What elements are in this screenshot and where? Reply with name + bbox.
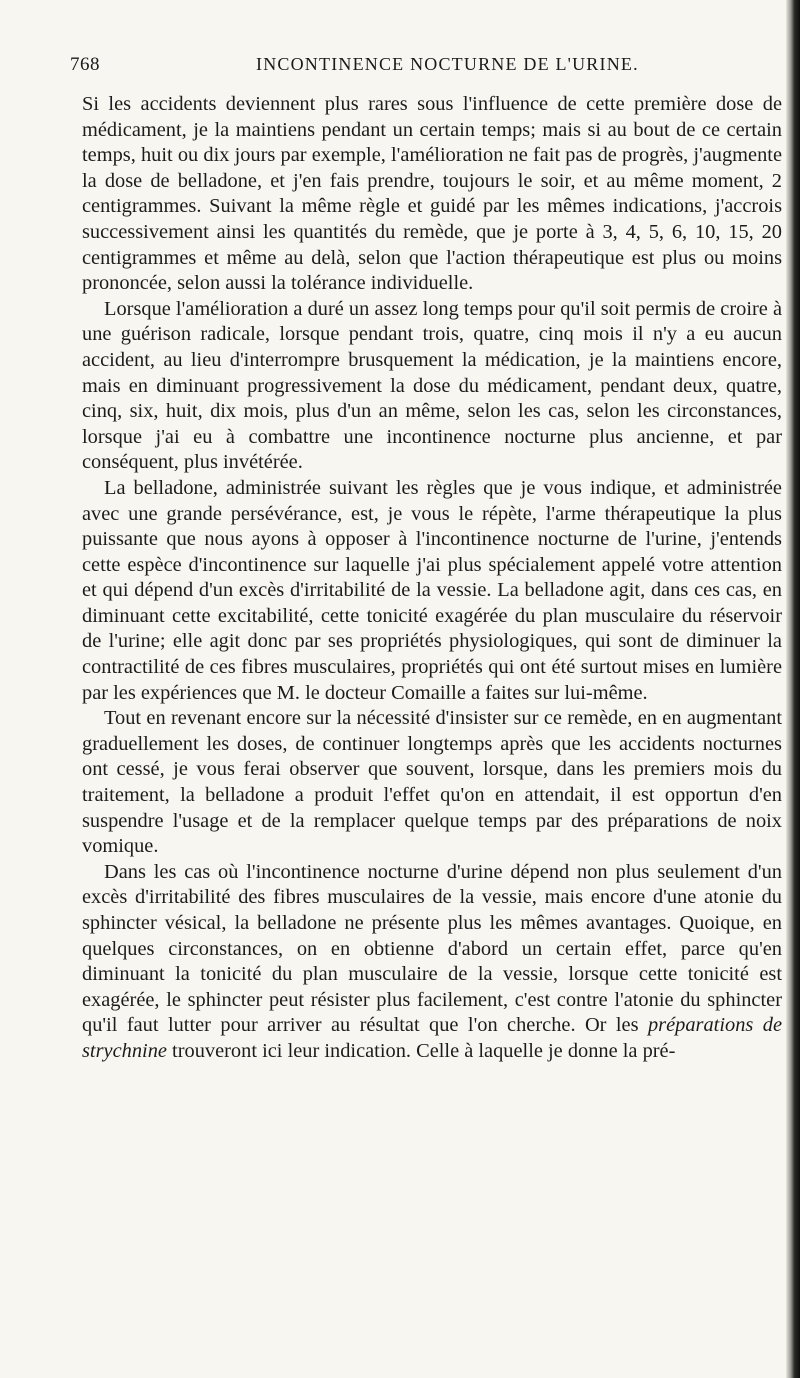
paragraph-5-text-before: Dans les cas où l'incontinence nocturne d'urine dépend non plus seulement d'un excès d'irritabilité des fibres musculaires de la vessie, mais encore d'une atonie du sphincter vésical, la belladone ne présente plus les mêmes avantages. Quoique, en quelques circonstances, on en obtienne d'abord un certain effet, parce qu'en diminuant la tonicité du plan musculaire de la vessie, lorsque cette tonicité est exagérée, le sphincter peut résister plus facilement, c'est contre l'atonie du sphincter qu'il faut lutter pour arriver au résultat que l'on cherche. Or les bbox=[82, 860, 782, 1037]
paragraph-5 bbox=[82, 860, 782, 1065]
page-number: 768 bbox=[70, 54, 100, 75]
paragraph-3: La belladone, administrée suivant les règles que je vous indique, et administrée avec une grande persévérance, est, je vous le répète, l'arme thérapeutique la plus puissante que nous ayons à opposer à l'incontinence nocturne de l'urine, j'entends cette espèce d'incontinence sur laquelle j'ai plus spécialement appelé votre attention et qui dépend d'un excès d'irritabilité de la vessie. La belladone agit, dans ces cas, en diminuant cette excitabilité, cette tonicité exagérée du plan musculaire du réservoir de l'urine; elle agit donc par ses propriétés physiologiques, qui sont de diminuer la contractilité de ces fibres musculaires, propriétés qui ont été surtout mises en lumière par les expériences que M. le docteur Comaille a faites sur lui-même. bbox=[82, 476, 782, 704]
page-header bbox=[70, 54, 780, 84]
body-text bbox=[82, 92, 782, 1065]
page-edge-shadow bbox=[786, 0, 800, 1378]
running-title: INCONTINENCE NOCTURNE DE L'URINE. bbox=[256, 54, 639, 74]
paragraph-4: Tout en revenant encore sur la nécessité d'insister sur ce remède, en en augmentant graduellement les doses, de continuer longtemps après que les accidents nocturnes ont cessé, je vous ferai observer que souvent, lorsque, dans les premiers mois du traitement, la belladone a produit l'effet qu'on en attendait, il est opportun d'en suspendre l'usage et de la remplacer quelque temps par des préparations de noix vomique. bbox=[82, 707, 782, 858]
paragraph-5-emphasis: préparations de strychnine bbox=[82, 1014, 782, 1062]
paragraph-5-text-after: trouveront ici leur indication. Celle à laquelle je donne la pré- bbox=[166, 1039, 676, 1062]
paragraph-1: Si les accidents deviennent plus rares sous l'influence de cette première dose de médicament, je la maintiens pendant un certain temps; mais si au bout de ce certain temps, huit ou dix jours par exemple, l'amélioration ne fait pas de progrès, j'augmente la dose de belladone, et j'en fais prendre, toujours le soir, et au même moment, 2 centigrammes. Suivant la même règle et guidé par les mêmes indications, j'accrois successivement ainsi les quantités du remède, que je porte à 3, 4, 5, 6, 10, 15, 20 centigrammes et même au delà, selon que l'action thérapeutique est plus ou moins prononcée, selon aussi la tolérance individuelle. bbox=[82, 93, 782, 295]
paragraph-2: Lorsque l'amélioration a duré un assez long temps pour qu'il soit permis de croire à une guérison radicale, lorsque pendant trois, quatre, cinq mois il n'y a eu aucun accident, au lieu d'interrompre brusquement la médication, je la maintiens encore, mais en diminuant progressivement la dose du médicament, pendant deux, quatre, cinq, six, huit, dix mois, plus d'un an même, selon les cas, selon les circonstances, lorsque j'ai eu à combattre une incontinence nocturne plus ancienne, et par conséquent, plus invétérée. bbox=[82, 297, 782, 474]
